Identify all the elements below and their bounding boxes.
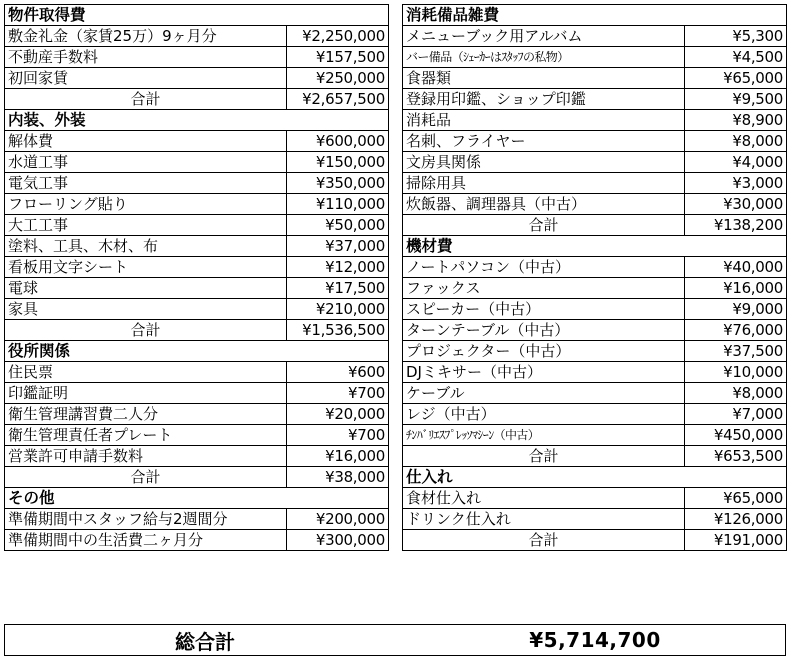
cost-item-row — [5, 131, 389, 152]
cost-item-row — [5, 278, 389, 299]
subtotal-amount: ¥138,200 — [685, 215, 787, 236]
item-label: 住民票 — [5, 362, 287, 383]
subtotal-label: 合計 — [5, 320, 287, 341]
item-amount: ¥110,000 — [287, 194, 389, 215]
subtotal-label: 合計 — [5, 89, 287, 110]
subtotal-row — [403, 215, 787, 236]
item-label: プロジェクター（中古） — [403, 341, 685, 362]
cost-item-row — [403, 509, 787, 530]
subtotal-row — [403, 530, 787, 551]
item-label: 電気工事 — [5, 173, 287, 194]
cost-item-row — [5, 509, 389, 530]
cost-item-row — [403, 131, 787, 152]
item-label: 消耗品 — [403, 110, 685, 131]
item-label: バー備品（ｼｪｰｶｰはｽﾀｯﾌの私物） — [403, 47, 685, 68]
subtotal-row — [5, 89, 389, 110]
subtotal-amount: ¥1,536,500 — [287, 320, 389, 341]
item-label: 印鑑証明 — [5, 383, 287, 404]
cost-item-row — [5, 215, 389, 236]
item-label: 炊飯器、調理器具（中古） — [403, 194, 685, 215]
cost-item-row — [403, 47, 787, 68]
item-amount: ¥5,300 — [685, 26, 787, 47]
cost-item-row — [5, 446, 389, 467]
subtotal-label: 合計 — [403, 215, 685, 236]
cost-item-row — [403, 341, 787, 362]
item-label: 大工工事 — [5, 215, 287, 236]
item-label: ケーブル — [403, 383, 685, 404]
item-amount: ¥210,000 — [287, 299, 389, 320]
cost-item-row — [5, 47, 389, 68]
item-label: 初回家賃 — [5, 68, 287, 89]
cost-item-row — [403, 278, 787, 299]
item-amount: ¥450,000 — [685, 425, 787, 446]
item-amount: ¥2,250,000 — [287, 26, 389, 47]
section-header-row — [5, 488, 389, 509]
item-amount: ¥37,000 — [287, 236, 389, 257]
subtotal-amount: ¥2,657,500 — [287, 89, 389, 110]
cost-item-row — [403, 110, 787, 131]
item-label: 営業許可申請手数料 — [5, 446, 287, 467]
section-title: 物件取得費 — [5, 5, 389, 26]
item-amount: ¥300,000 — [287, 530, 389, 551]
item-amount: ¥37,500 — [685, 341, 787, 362]
cost-item-row — [403, 26, 787, 47]
grand-total-label: 総合計 — [175, 629, 235, 654]
subtotal-row — [403, 446, 787, 467]
subtotal-label: 合計 — [403, 446, 685, 467]
item-amount: ¥17,500 — [287, 278, 389, 299]
item-amount: ¥9,000 — [685, 299, 787, 320]
item-label: 衛生管理責任者プレート — [5, 425, 287, 446]
cost-item-row — [403, 488, 787, 509]
item-amount: ¥200,000 — [287, 509, 389, 530]
item-amount: ¥7,000 — [685, 404, 787, 425]
item-amount: ¥700 — [287, 425, 389, 446]
cost-item-row — [5, 26, 389, 47]
cost-item-row — [5, 530, 389, 551]
cost-item-row — [5, 68, 389, 89]
subtotal-amount: ¥653,500 — [685, 446, 787, 467]
item-label: 家具 — [5, 299, 287, 320]
item-label: レジ（中古） — [403, 404, 685, 425]
item-label: 解体費 — [5, 131, 287, 152]
item-amount: ¥10,000 — [685, 362, 787, 383]
cost-item-row — [403, 362, 787, 383]
item-label: 敷金礼金（家賃25万）9ヶ月分 — [5, 26, 287, 47]
item-label: スピーカー（中古） — [403, 299, 685, 320]
cost-item-row — [403, 194, 787, 215]
cost-item-row — [403, 173, 787, 194]
subtotal-row — [5, 467, 389, 488]
item-amount: ¥350,000 — [287, 173, 389, 194]
item-amount: ¥12,000 — [287, 257, 389, 278]
item-amount: ¥150,000 — [287, 152, 389, 173]
cost-item-row — [5, 404, 389, 425]
cost-item-row — [5, 152, 389, 173]
item-amount: ¥8,900 — [685, 110, 787, 131]
subtotal-amount: ¥191,000 — [685, 530, 787, 551]
right-cost-table — [402, 4, 787, 551]
item-amount: ¥4,500 — [685, 47, 787, 68]
item-label: ターンテーブル（中古） — [403, 320, 685, 341]
cost-item-row — [403, 257, 787, 278]
section-header-row — [5, 110, 389, 131]
cost-item-row — [403, 383, 787, 404]
section-title: 役所関係 — [5, 341, 389, 362]
item-amount: ¥40,000 — [685, 257, 787, 278]
item-amount: ¥30,000 — [685, 194, 787, 215]
section-title: その他 — [5, 488, 389, 509]
item-amount: ¥8,000 — [685, 131, 787, 152]
cost-item-row — [5, 362, 389, 383]
cost-item-row — [403, 425, 787, 446]
item-amount: ¥600,000 — [287, 131, 389, 152]
cost-item-row — [5, 194, 389, 215]
subtotal-amount: ¥38,000 — [287, 467, 389, 488]
item-label: 看板用文字シート — [5, 257, 287, 278]
item-label: ノートパソコン（中古） — [403, 257, 685, 278]
item-label: 不動産手数料 — [5, 47, 287, 68]
item-amount: ¥3,000 — [685, 173, 787, 194]
cost-item-row — [5, 173, 389, 194]
cost-item-row — [403, 68, 787, 89]
item-label: 衛生管理講習費二人分 — [5, 404, 287, 425]
cost-item-row — [5, 236, 389, 257]
section-title: 機材費 — [403, 236, 787, 257]
section-title: 内装、外装 — [5, 110, 389, 131]
subtotal-label: 合計 — [403, 530, 685, 551]
item-label: 食器類 — [403, 68, 685, 89]
item-label: フローリング貼り — [5, 194, 287, 215]
cost-item-row — [5, 299, 389, 320]
cost-item-row — [403, 152, 787, 173]
grand-total-row — [4, 624, 786, 656]
item-label: 食材仕入れ — [403, 488, 685, 509]
item-label: メニューブック用アルバム — [403, 26, 685, 47]
item-amount: ¥126,000 — [685, 509, 787, 530]
cost-item-row — [5, 425, 389, 446]
item-amount: ¥16,000 — [685, 278, 787, 299]
subtotal-row — [5, 320, 389, 341]
item-amount: ¥65,000 — [685, 488, 787, 509]
item-label: 掃除用具 — [403, 173, 685, 194]
item-amount: ¥4,000 — [685, 152, 787, 173]
item-amount: ¥65,000 — [685, 68, 787, 89]
item-amount: ¥157,500 — [287, 47, 389, 68]
item-label: DJミキサー（中古） — [403, 362, 685, 383]
section-header-row — [403, 467, 787, 488]
section-title: 消耗備品雑費 — [403, 5, 787, 26]
item-amount: ¥700 — [287, 383, 389, 404]
item-label: 登録用印鑑、ショップ印鑑 — [403, 89, 685, 110]
item-label: ﾁﾝﾊﾞﾘｴｽﾌﾟﾚｯｿﾏｼｰﾝ（中古） — [403, 425, 685, 446]
cost-item-row — [403, 320, 787, 341]
item-label: 塗料、工具、木材、布 — [5, 236, 287, 257]
item-label: 名刺、フライヤー — [403, 131, 685, 152]
item-label: 文房具関係 — [403, 152, 685, 173]
grand-total-amount: ¥5,714,700 — [529, 628, 661, 652]
item-amount: ¥20,000 — [287, 404, 389, 425]
cost-item-row — [403, 89, 787, 110]
item-label: ドリンク仕入れ — [403, 509, 685, 530]
section-header-row — [403, 236, 787, 257]
subtotal-label: 合計 — [5, 467, 287, 488]
item-label: ファックス — [403, 278, 685, 299]
item-amount: ¥50,000 — [287, 215, 389, 236]
section-title: 仕入れ — [403, 467, 787, 488]
section-header-row — [5, 5, 389, 26]
item-amount: ¥76,000 — [685, 320, 787, 341]
item-label: 準備期間中スタッフ給与2週間分 — [5, 509, 287, 530]
item-label: 水道工事 — [5, 152, 287, 173]
cost-item-row — [5, 383, 389, 404]
item-amount: ¥16,000 — [287, 446, 389, 467]
left-cost-table — [4, 4, 389, 551]
item-amount: ¥600 — [287, 362, 389, 383]
cost-item-row — [403, 299, 787, 320]
section-header-row — [403, 5, 787, 26]
item-amount: ¥9,500 — [685, 89, 787, 110]
cost-item-row — [5, 257, 389, 278]
item-amount: ¥8,000 — [685, 383, 787, 404]
item-label: 電球 — [5, 278, 287, 299]
item-amount: ¥250,000 — [287, 68, 389, 89]
item-label: 準備期間中の生活費二ヶ月分 — [5, 530, 287, 551]
cost-item-row — [403, 404, 787, 425]
section-header-row — [5, 341, 389, 362]
